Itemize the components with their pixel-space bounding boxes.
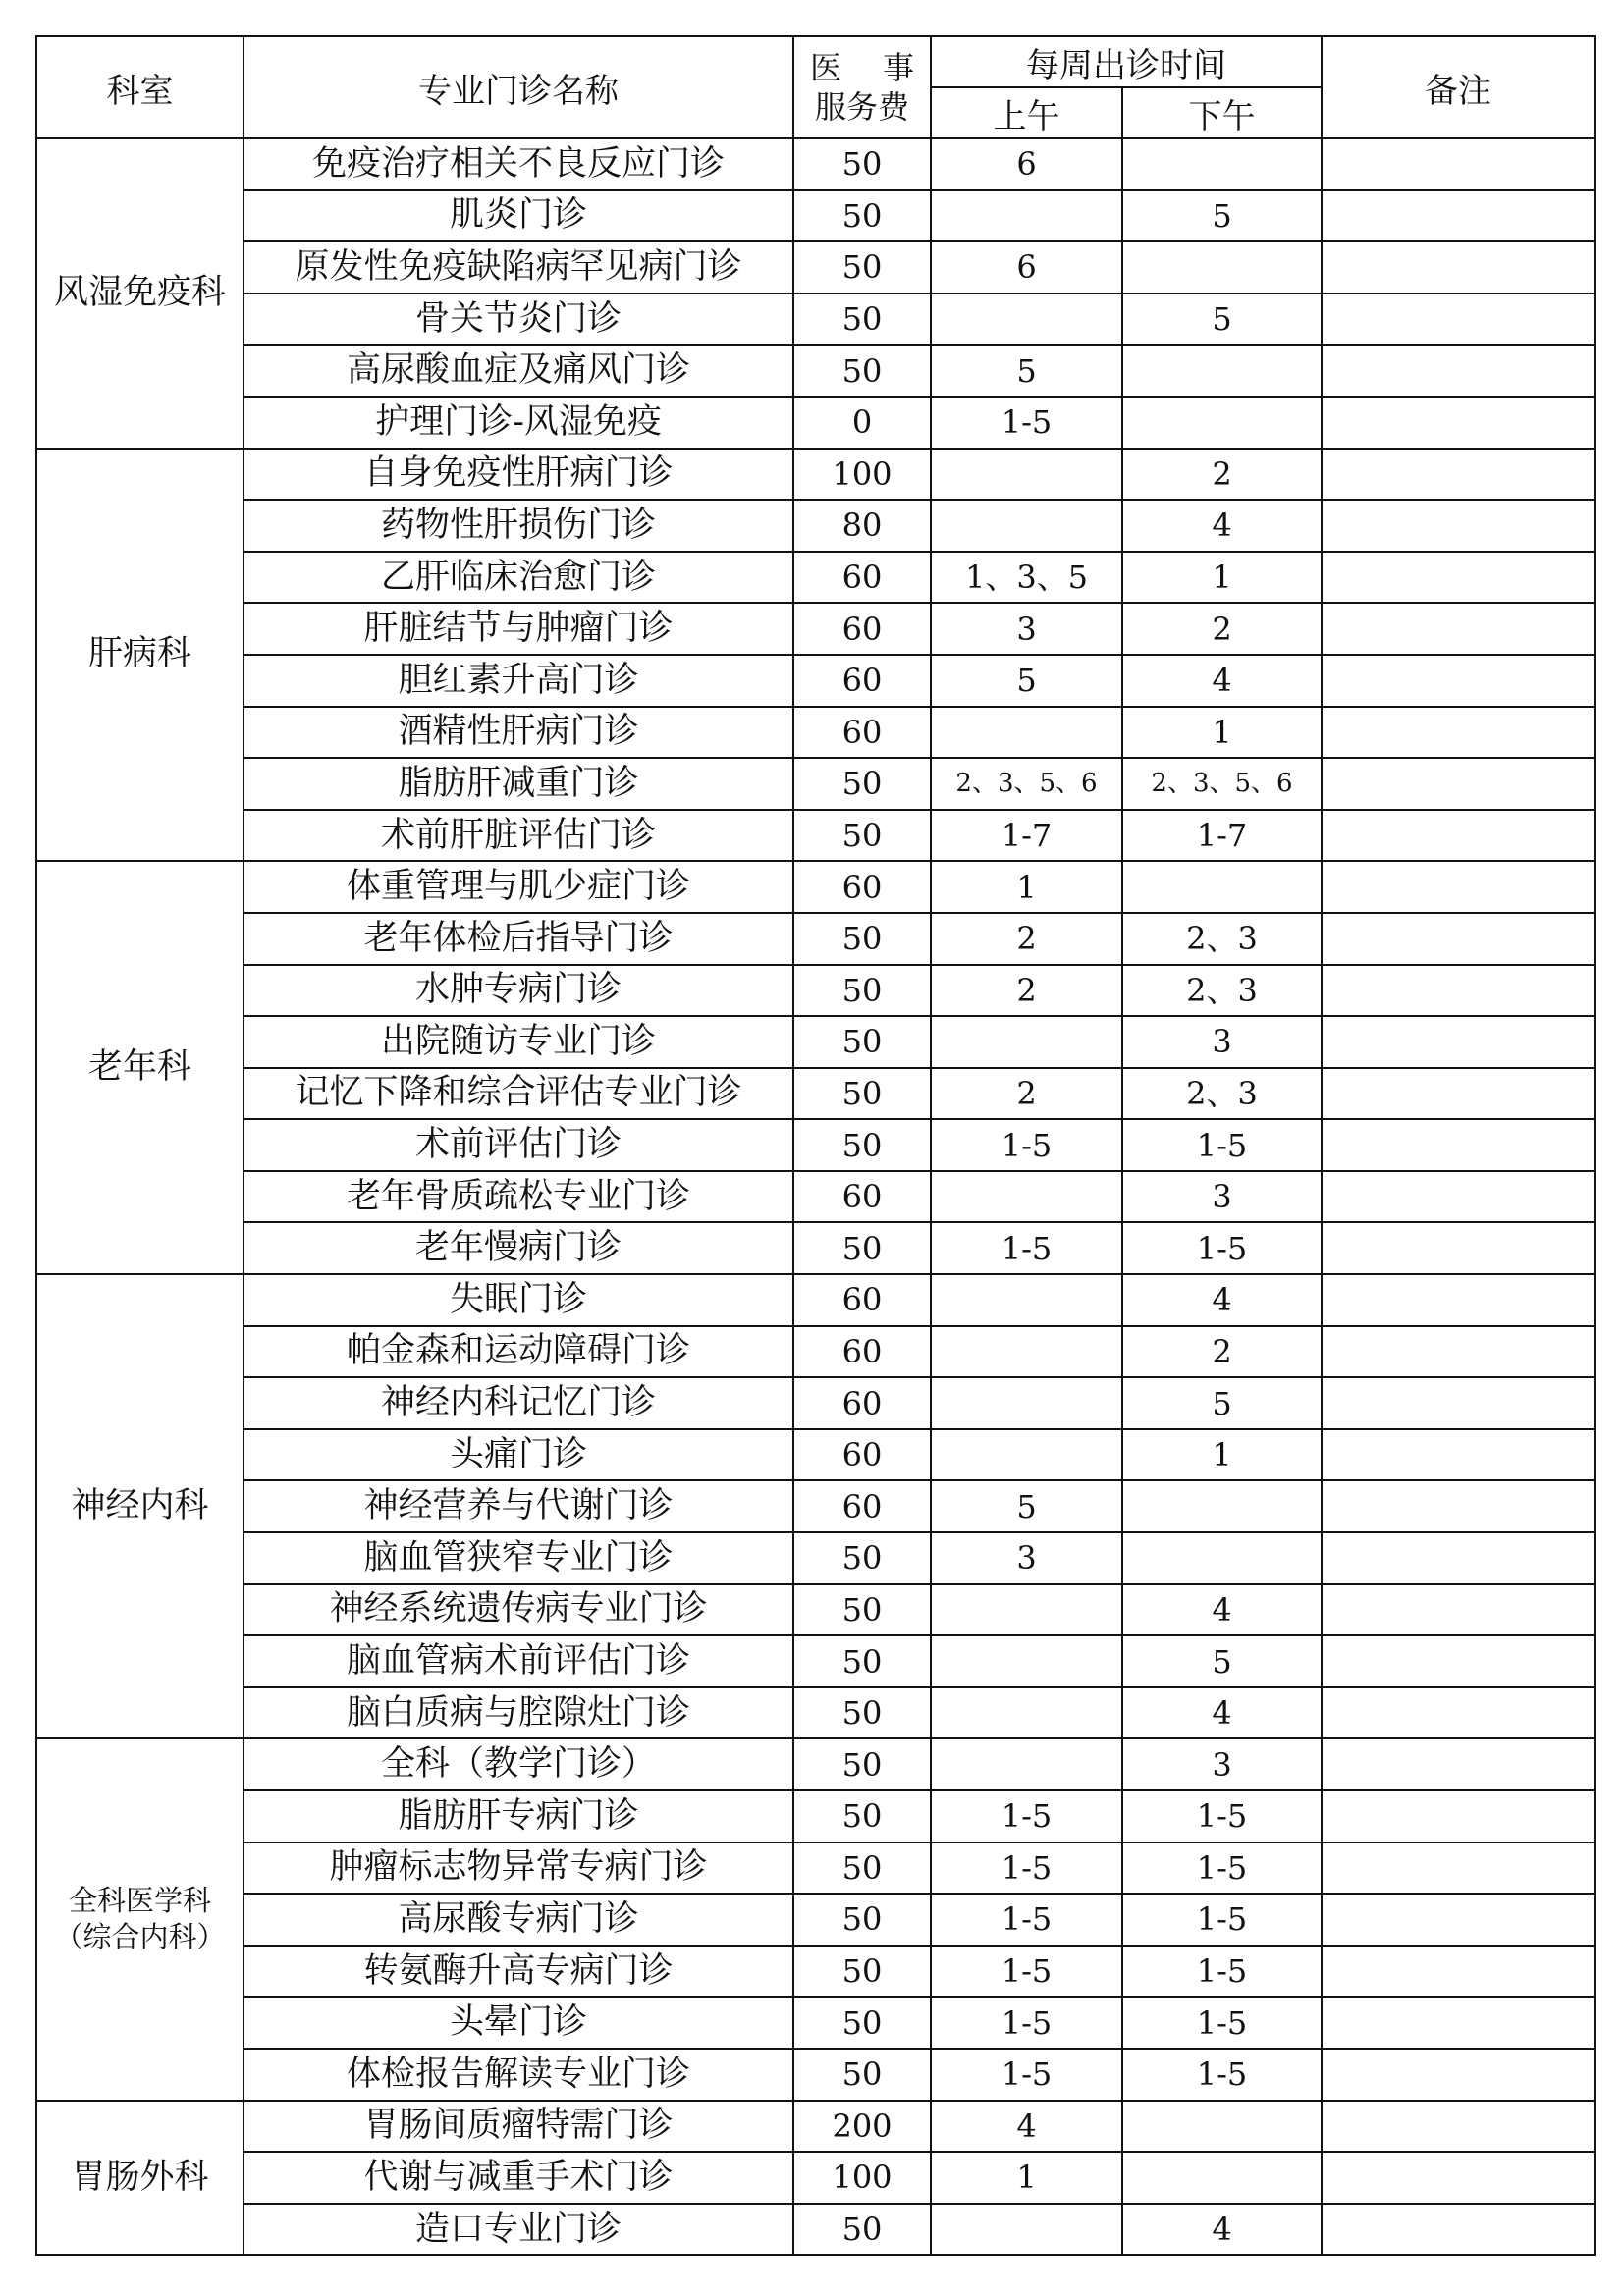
service-fee-cell: 60 [793,655,931,707]
morning-time-cell: 6 [931,138,1122,190]
service-fee-cell: 60 [793,1326,931,1378]
clinic-name-cell: 肌炎门诊 [243,190,793,242]
table-row [36,1119,1595,1171]
note-cell [1322,1274,1595,1326]
table-row [36,1274,1595,1326]
table-row [36,861,1595,913]
afternoon-time-cell: 2 [1122,1326,1322,1378]
afternoon-time-cell: 4 [1122,2204,1322,2256]
table-row [36,707,1595,759]
clinic-name-cell: 体重管理与肌少症门诊 [243,861,793,913]
table-row [36,397,1595,449]
clinic-name-cell: 老年慢病门诊 [243,1222,793,1274]
header-clinic-name: 专业门诊名称 [243,36,793,138]
header-morning: 上午 [931,87,1122,138]
service-fee-cell: 60 [793,1480,931,1532]
morning-time-cell: 3 [931,603,1122,655]
clinic-name-cell: 造口专业门诊 [243,2204,793,2256]
afternoon-time-cell: 2、3 [1122,1068,1322,1120]
morning-time-cell [931,1377,1122,1429]
morning-time-cell [931,1016,1122,1068]
clinic-name-cell: 高尿酸专病门诊 [243,1894,793,1946]
table-row [36,758,1595,810]
header-department: 科室 [36,36,243,138]
table-row [36,241,1595,294]
header-service-fee [793,36,931,138]
morning-time-cell [931,1584,1122,1636]
morning-time-cell: 1 [931,2152,1122,2204]
service-fee-cell: 60 [793,603,931,655]
afternoon-time-cell: 5 [1122,1377,1322,1429]
afternoon-time-cell: 1 [1122,707,1322,759]
table-row [36,810,1595,862]
header-fee-line-2: 服务费 [814,88,909,126]
note-cell [1322,1068,1595,1120]
clinic-name-cell: 神经营养与代谢门诊 [243,1480,793,1532]
morning-time-cell [931,1326,1122,1378]
morning-time-cell [931,449,1122,501]
service-fee-cell: 60 [793,1171,931,1223]
clinic-name-cell: 脑血管狭窄专业门诊 [243,1532,793,1584]
morning-time-cell [931,2204,1122,2256]
service-fee-cell: 60 [793,707,931,759]
note-cell [1322,345,1595,397]
note-cell [1322,758,1595,810]
service-fee-cell: 50 [793,1119,931,1171]
table-row [36,1687,1595,1739]
department-name-sub: （综合内科） [54,1920,226,1954]
clinic-name-cell: 酒精性肝病门诊 [243,707,793,759]
afternoon-time-cell: 2、3、5、6 [1122,758,1322,810]
clinic-name-cell: 代谢与减重手术门诊 [243,2152,793,2204]
note-cell [1322,1946,1595,1998]
clinic-name-cell: 水肿专病门诊 [243,965,793,1017]
clinic-name-cell: 原发性免疫缺陷病罕见病门诊 [243,241,793,294]
note-cell [1322,1119,1595,1171]
table-row [36,2204,1595,2256]
table-row [36,1429,1595,1481]
table-row [36,1842,1595,1895]
morning-time-cell [931,1687,1122,1739]
morning-time-cell: 1 [931,861,1122,913]
clinic-name-cell: 头晕门诊 [243,1997,793,2049]
clinic-schedule-table [35,35,1596,2256]
header-weekly-schedule: 每周出诊时间 [931,36,1322,87]
morning-time-cell: 2、3、5、6 [931,758,1122,810]
service-fee-cell: 50 [793,913,931,965]
afternoon-time-cell: 5 [1122,1635,1322,1687]
afternoon-time-cell: 4 [1122,1687,1322,1739]
clinic-name-cell: 老年体检后指导门诊 [243,913,793,965]
morning-time-cell [931,500,1122,552]
morning-time-cell: 1-5 [931,1946,1122,1998]
service-fee-cell: 50 [793,2204,931,2256]
clinic-name-cell: 肿瘤标志物异常专病门诊 [243,1842,793,1895]
morning-time-cell: 2 [931,1068,1122,1120]
clinic-name-cell: 脂肪肝减重门诊 [243,758,793,810]
note-cell [1322,655,1595,707]
afternoon-time-cell: 2、3 [1122,965,1322,1017]
afternoon-time-cell: 1-5 [1122,1222,1322,1274]
clinic-name-cell: 失眠门诊 [243,1274,793,1326]
note-cell [1322,449,1595,501]
clinic-name-cell: 护理门诊-风湿免疫 [243,397,793,449]
department-name: 神经内科 [71,1485,209,1525]
table-row [36,500,1595,552]
note-cell [1322,810,1595,862]
morning-time-cell: 1-5 [931,1790,1122,1842]
service-fee-cell: 50 [793,1842,931,1895]
clinic-name-cell: 记忆下降和综合评估专业门诊 [243,1068,793,1120]
note-cell [1322,603,1595,655]
morning-time-cell [931,294,1122,346]
afternoon-time-cell: 4 [1122,500,1322,552]
afternoon-time-cell: 3 [1122,1171,1322,1223]
note-cell [1322,2049,1595,2101]
afternoon-time-cell: 1-5 [1122,1119,1322,1171]
table-row [36,2152,1595,2204]
service-fee-cell: 50 [793,1687,931,1739]
note-cell [1322,1532,1595,1584]
clinic-name-cell: 头痛门诊 [243,1429,793,1481]
clinic-name-cell: 胃肠间质瘤特需门诊 [243,2101,793,2153]
afternoon-time-cell: 4 [1122,1274,1322,1326]
afternoon-time-cell: 5 [1122,294,1322,346]
clinic-name-cell: 免疫治疗相关不良反应门诊 [243,138,793,190]
note-cell [1322,294,1595,346]
morning-time-cell: 6 [931,241,1122,294]
afternoon-time-cell [1122,2152,1322,2204]
note-cell [1322,1894,1595,1946]
note-cell [1322,1171,1595,1223]
afternoon-time-cell [1122,1532,1322,1584]
table-row [36,1377,1595,1429]
morning-time-cell: 1-5 [931,1119,1122,1171]
service-fee-cell: 0 [793,397,931,449]
header-fee-char-1: 医 [810,49,842,86]
service-fee-cell: 100 [793,2152,931,2204]
note-cell [1322,2101,1595,2153]
morning-time-cell: 5 [931,1480,1122,1532]
department-cell [36,861,243,1274]
afternoon-time-cell [1122,138,1322,190]
schedule-body [36,138,1595,2255]
morning-time-cell: 1-5 [931,2049,1122,2101]
header-afternoon: 下午 [1122,87,1322,138]
table-row [36,1635,1595,1687]
service-fee-cell: 60 [793,1429,931,1481]
morning-time-cell: 1、3、5 [931,552,1122,604]
service-fee-cell: 60 [793,1274,931,1326]
table-row [36,1997,1595,2049]
note-cell [1322,241,1595,294]
service-fee-cell: 50 [793,1584,931,1636]
header-row [36,36,1595,87]
clinic-name-cell: 脑白质病与腔隙灶门诊 [243,1687,793,1739]
note-cell [1322,1016,1595,1068]
morning-time-cell [931,1635,1122,1687]
afternoon-time-cell: 2、3 [1122,913,1322,965]
afternoon-time-cell: 1-5 [1122,1790,1322,1842]
afternoon-time-cell [1122,861,1322,913]
morning-time-cell: 1-5 [931,1894,1122,1946]
afternoon-time-cell: 1 [1122,1429,1322,1481]
afternoon-time-cell: 4 [1122,1584,1322,1636]
table-row [36,2101,1595,2153]
table-row [36,294,1595,346]
service-fee-cell: 50 [793,2049,931,2101]
department-cell [36,449,243,862]
morning-time-cell: 1-5 [931,1997,1122,2049]
table-row [36,449,1595,501]
morning-time-cell [931,1429,1122,1481]
table-row [36,1790,1595,1842]
afternoon-time-cell: 1 [1122,552,1322,604]
clinic-name-cell: 老年骨质疏松专业门诊 [243,1171,793,1223]
service-fee-cell: 50 [793,1068,931,1120]
note-cell [1322,1222,1595,1274]
service-fee-cell: 50 [793,1016,931,1068]
note-cell [1322,397,1595,449]
service-fee-cell: 50 [793,1946,931,1998]
clinic-name-cell: 脑血管病术前评估门诊 [243,1635,793,1687]
clinic-name-cell: 乙肝临床治愈门诊 [243,552,793,604]
morning-time-cell [931,1274,1122,1326]
service-fee-cell: 50 [793,138,931,190]
morning-time-cell: 2 [931,965,1122,1017]
table-row [36,1532,1595,1584]
table-row [36,655,1595,707]
morning-time-cell: 2 [931,913,1122,965]
service-fee-cell: 50 [793,758,931,810]
table-row [36,345,1595,397]
note-cell [1322,2152,1595,2204]
table-row [36,2049,1595,2101]
table-row [36,190,1595,242]
note-cell [1322,965,1595,1017]
header-fee-char-2: 事 [882,49,914,86]
morning-time-cell [931,707,1122,759]
note-cell [1322,707,1595,759]
clinic-name-cell: 药物性肝损伤门诊 [243,500,793,552]
morning-time-cell: 3 [931,1532,1122,1584]
service-fee-cell: 50 [793,345,931,397]
note-cell [1322,1997,1595,2049]
morning-time-cell: 1-5 [931,1842,1122,1895]
clinic-name-cell: 神经内科记忆门诊 [243,1377,793,1429]
service-fee-cell: 60 [793,552,931,604]
clinic-name-cell: 出院随访专业门诊 [243,1016,793,1068]
department-cell [36,2101,243,2256]
afternoon-time-cell: 2 [1122,603,1322,655]
note-cell [1322,1635,1595,1687]
note-cell [1322,1687,1595,1739]
service-fee-cell: 50 [793,1894,931,1946]
service-fee-cell: 50 [793,1738,931,1790]
morning-time-cell: 1-5 [931,1222,1122,1274]
morning-time-cell [931,1171,1122,1223]
clinic-name-cell: 脂肪肝专病门诊 [243,1790,793,1842]
header-note: 备注 [1322,36,1595,138]
clinic-name-cell: 帕金森和运动障碍门诊 [243,1326,793,1378]
afternoon-time-cell: 1-5 [1122,1842,1322,1895]
clinic-name-cell: 术前肝脏评估门诊 [243,810,793,862]
service-fee-cell: 100 [793,449,931,501]
clinic-name-cell: 高尿酸血症及痛风门诊 [243,345,793,397]
morning-time-cell: 4 [931,2101,1122,2153]
afternoon-time-cell: 1-5 [1122,1997,1322,2049]
service-fee-cell: 50 [793,294,931,346]
department-name: 全科医学科 [68,1883,211,1917]
table-row [36,603,1595,655]
afternoon-time-cell: 3 [1122,1016,1322,1068]
service-fee-cell: 50 [793,1997,931,2049]
table-row [36,1738,1595,1790]
afternoon-time-cell [1122,2101,1322,2153]
afternoon-time-cell: 4 [1122,655,1322,707]
note-cell [1322,913,1595,965]
department-cell [36,1274,243,1738]
department-name: 老年科 [87,1046,191,1087]
clinic-name-cell: 转氨酶升高专病门诊 [243,1946,793,1998]
afternoon-time-cell: 1-5 [1122,1894,1322,1946]
table-row [36,1480,1595,1532]
note-cell [1322,190,1595,242]
table-row [36,1171,1595,1223]
service-fee-cell: 200 [793,2101,931,2153]
afternoon-time-cell [1122,241,1322,294]
morning-time-cell: 1-7 [931,810,1122,862]
table-row [36,1326,1595,1378]
note-cell [1322,1738,1595,1790]
note-cell [1322,138,1595,190]
clinic-name-cell: 全科（教学门诊） [243,1738,793,1790]
service-fee-cell: 50 [793,1222,931,1274]
afternoon-time-cell: 1-5 [1122,2049,1322,2101]
table-row [36,1946,1595,1998]
morning-time-cell: 5 [931,345,1122,397]
service-fee-cell: 50 [793,1532,931,1584]
table-row [36,1222,1595,1274]
clinic-name-cell: 胆红素升高门诊 [243,655,793,707]
table-row [36,552,1595,604]
note-cell [1322,1429,1595,1481]
note-cell [1322,1377,1595,1429]
afternoon-time-cell [1122,1480,1322,1532]
note-cell [1322,1790,1595,1842]
note-cell [1322,1326,1595,1378]
table-row [36,138,1595,190]
department-cell [36,138,243,449]
afternoon-time-cell: 5 [1122,190,1322,242]
afternoon-time-cell [1122,397,1322,449]
note-cell [1322,1584,1595,1636]
service-fee-cell: 50 [793,241,931,294]
service-fee-cell: 50 [793,965,931,1017]
table-row [36,1016,1595,1068]
department-name: 胃肠外科 [71,2157,209,2197]
department-name: 风湿免疫科 [53,273,226,313]
table-row [36,1894,1595,1946]
morning-time-cell [931,190,1122,242]
clinic-name-cell: 自身免疫性肝病门诊 [243,449,793,501]
note-cell [1322,1842,1595,1895]
department-cell [36,1738,243,2100]
afternoon-time-cell: 1-7 [1122,810,1322,862]
note-cell [1322,1480,1595,1532]
service-fee-cell: 60 [793,1377,931,1429]
table-row [36,1584,1595,1636]
clinic-name-cell: 体检报告解读专业门诊 [243,2049,793,2101]
table-row [36,965,1595,1017]
afternoon-time-cell: 1-5 [1122,1946,1322,1998]
morning-time-cell: 5 [931,655,1122,707]
clinic-name-cell: 术前评估门诊 [243,1119,793,1171]
service-fee-cell: 50 [793,1635,931,1687]
service-fee-cell: 50 [793,1790,931,1842]
note-cell [1322,500,1595,552]
service-fee-cell: 50 [793,810,931,862]
service-fee-cell: 50 [793,190,931,242]
note-cell [1322,2204,1595,2256]
afternoon-time-cell [1122,345,1322,397]
note-cell [1322,552,1595,604]
service-fee-cell: 60 [793,861,931,913]
morning-time-cell: 1-5 [931,397,1122,449]
afternoon-time-cell: 2 [1122,449,1322,501]
note-cell [1322,861,1595,913]
afternoon-time-cell: 3 [1122,1738,1322,1790]
table-row [36,913,1595,965]
table-row [36,1068,1595,1120]
service-fee-cell: 80 [793,500,931,552]
morning-time-cell [931,1738,1122,1790]
clinic-name-cell: 骨关节炎门诊 [243,294,793,346]
clinic-name-cell: 神经系统遗传病专业门诊 [243,1584,793,1636]
clinic-name-cell: 肝脏结节与肿瘤门诊 [243,603,793,655]
department-name: 肝病科 [87,634,191,674]
